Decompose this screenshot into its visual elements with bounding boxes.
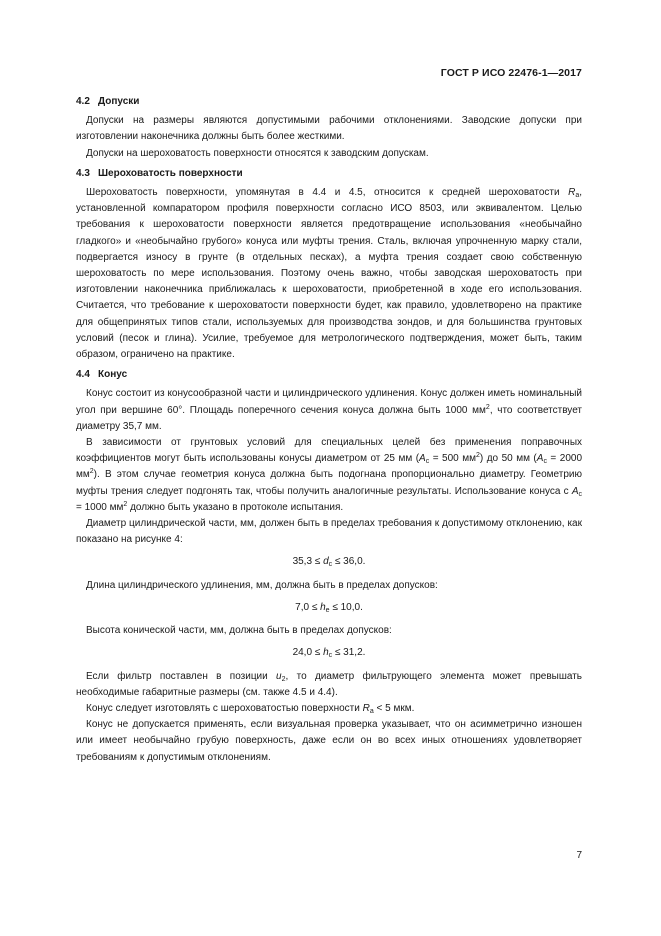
paragraph [76,386,582,435]
subscript: a [575,192,580,200]
section-title: Шероховатость поверхности [98,167,243,179]
text-run: , что соответствует диаметру 35,7 мм. [76,404,583,432]
document-header: ГОСТ Р ИСО 22476-1—2017 [440,67,582,79]
paragraph [76,435,582,516]
section-heading-4-3 [76,166,582,182]
text-run: должно быть указано в протоколе испытания. [127,501,344,513]
section-heading-4-2 [76,94,582,110]
paragraph [76,669,582,701]
text-run: ). В этом случае геометрия конуса должна быть подогнана пропорционально диаметру. Геометрию муфты трения следует подгонять так, чтобы получить аналогичные результаты. Использование конуса с [76,469,582,497]
section-number: 4.2 [76,96,90,107]
math-var: A [419,453,426,465]
section-number: 4.3 [76,167,90,179]
subscript: c [328,561,333,569]
text-run: 7,0 ≤ [295,601,321,613]
math-var: R [362,702,370,714]
paragraph [76,623,582,639]
paragraph [76,146,582,162]
text-run: , то диаметр фильтрующего элемента может превышать необходимые габаритные размеры (см. также 4.5 и 4.4). [76,670,583,698]
text-run: 35,3 ≤ [292,556,324,568]
paragraph-text: Допуски на шероховатость поверхности относятся к заводским допускам. [86,147,429,159]
text-run: ) до 50 мм ( [479,453,537,465]
text-run: = 500 мм [429,453,476,465]
math-var: u [276,670,282,682]
math-var: A [571,485,579,497]
text-run: ≤ 36,0. [332,556,366,568]
text-run: ≤ 31,2. [332,647,366,659]
math-var: h [323,647,329,659]
paragraph-text: Диаметр цилиндрической части, мм, должен быть в пределах требования к допустимому отклонению, как показано на рисунке 4: [76,518,582,546]
paragraph-text: Конус не допускается применять, если визуальная проверка указывает, что он асимметрично изношен или имеет необычайно грубую поверхность, даже если он во всех иных отношениях удовлетворяет требованиям к допустимым отклонениям. [76,719,582,763]
math-var: A [536,453,544,465]
superscript: 2 [89,468,94,476]
subscript: c [328,652,333,660]
paragraph-text: Длина цилиндрического удлинения, мм, должна быть в пределах допусков: [86,579,438,591]
text-run: Если фильтр поставлен в позиции [86,670,277,682]
section-title: Допуски [98,96,140,107]
formula-extension-length [76,600,582,616]
section-number: 4.4 [76,369,90,381]
math-var: R [568,187,576,199]
subscript: c [425,458,430,466]
text-run: В зависимости от грунтовых условий для специальных целей без применения поправочных коэффициентов могут быть использованы конусы диаметром от 25 мм ( [76,437,582,465]
text-run: = 2000 мм [76,453,583,481]
subscript: e [325,606,330,614]
text-run: < 5 мкм. [373,702,415,714]
section-heading-4-4 [76,367,582,383]
paragraph [76,113,582,145]
section-title: Конус [98,369,128,381]
formula-diameter [76,554,582,570]
text-run: Конус следует изготовлять с шероховатостью поверхности [86,702,363,714]
paragraph [76,516,582,548]
paragraph [76,717,582,766]
page-body [76,94,582,766]
paragraph-text: Высота конической части, мм, должна быть в пределах допусков: [86,625,392,637]
text-run: , установленной компаратором профиля поверхности согласно ИСО 8503, или эквивалентом. Целью требования к шероховатости поверхности является предотвращение использования «необычайно гладкого» и «необычайно грубого» конуса или муфты трения. Сталь, включая упрочненную марку стали, подвергается износу в грунте (в отдельных песках), а муфта трения создает свою собственную шероховатость по мере использования. Поэтому очень важно, чтобы заводская шероховатость при изготовлении наконечника приближалась к шероховатости, приобретенной в ходе его использования. Считается, что требование к шероховатости поверхности будет, как правило, удовлетворено на практике для общепринятых типов стали, используемых для производства зондов, и для большинства грунтовых условий (песок и глина). Усилие, требуемое для метрологического подтверждения, может быть, таким образом, ограничено на практике. [76,187,582,361]
subscript: c [578,490,582,498]
subscript: a [369,707,374,715]
paragraph [76,701,582,717]
page-number: 7 [576,850,582,861]
text-run: ≤ 10,0. [329,601,363,613]
text-run: Конус состоит из конусообразной части и цилиндрического удлинения. Конус должен иметь номинальный угол при вершине 60°. Площадь поперечного сечения конуса должна быть 1000 мм [76,388,582,416]
paragraph [76,578,582,594]
math-var: h [320,601,326,613]
superscript: 2 [123,500,128,508]
paragraph [76,185,582,363]
text-run: = 1000 мм [76,501,124,513]
paragraph-text: Допуски на размеры являются допустимыми рабочими отклонениями. Заводские допуски при изготовлении наконечника должны быть более жесткими. [76,115,582,143]
subscript: c [543,458,547,466]
text-run: 24,0 ≤ [292,647,324,659]
formula-cone-height [76,645,582,661]
superscript: 2 [485,403,490,411]
subscript: 2 [281,675,286,683]
superscript: 2 [475,452,480,460]
text-run: Шероховатость поверхности, упомянутая в 4.4 и 4.5, относится к средней шероховатости [86,187,569,199]
math-var: d [323,556,329,568]
